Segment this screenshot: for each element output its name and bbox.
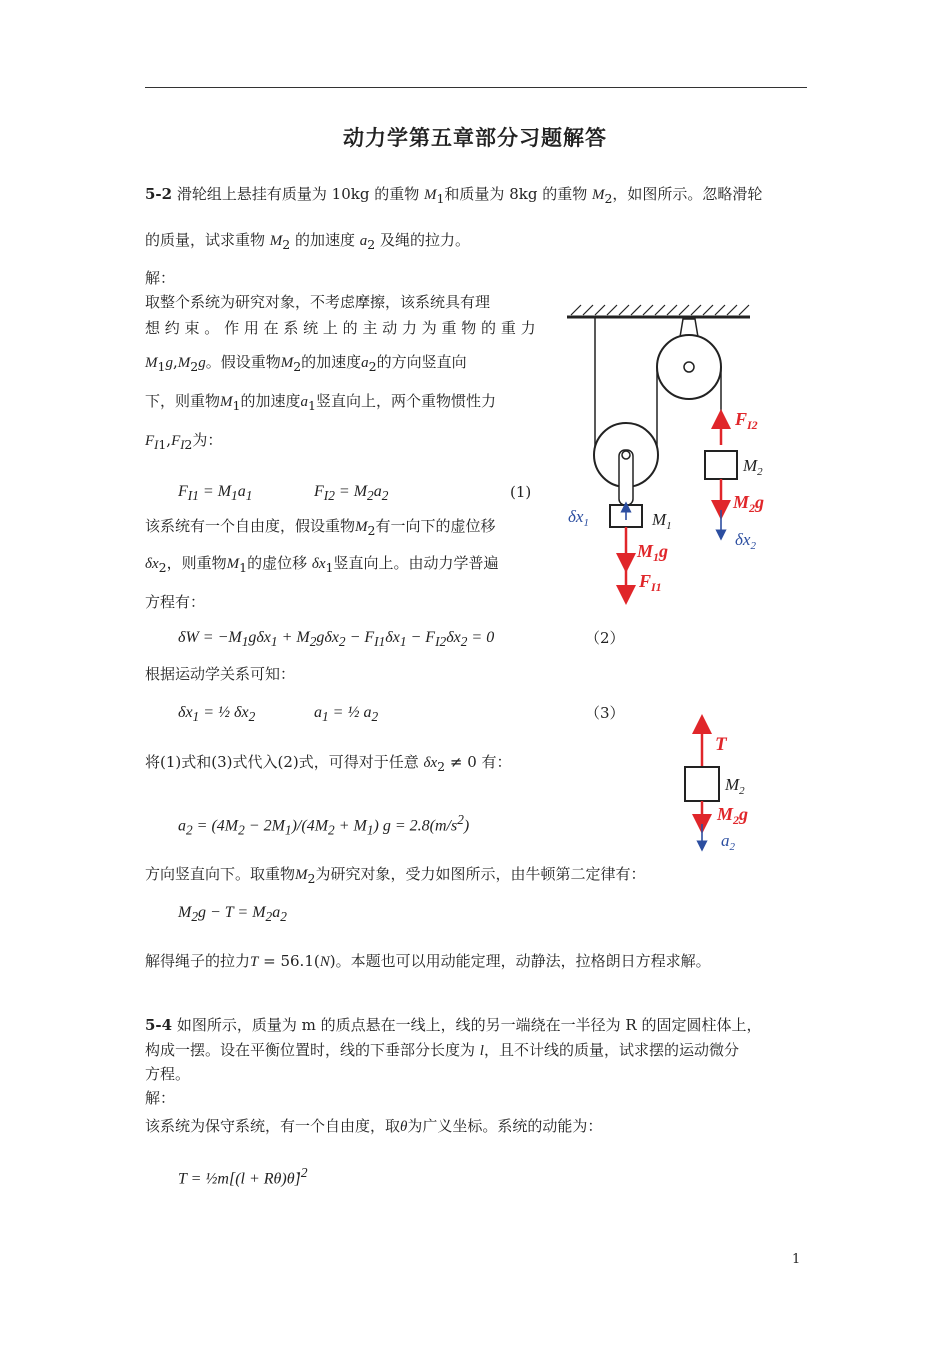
label-m2: $M_2$	[725, 775, 745, 797]
equation-3a: $\delta x_1$ = ½ $\delta x_2$	[178, 704, 256, 725]
text-line: 取整个系统为研究对象，不考虑摩擦，该系统具有理	[145, 293, 491, 311]
label-m2g: $M_2g$	[717, 804, 749, 827]
equation-2: $\delta W = -M_1g\delta x_1 + M_2g\delta x_2 - F_{I1}\delta x_1 - F_{I2}\delta x_2 = 0$	[178, 629, 495, 650]
equation-4: $a_2 = (4M_2 - 2M_1)/(4M_2 + M_1) g = 2.8(m/s^2)$	[178, 812, 470, 838]
problem-5-4-statement-line3: 方程。	[145, 1065, 191, 1083]
equation-2-number: （2）	[585, 629, 625, 647]
free-body-diagram-m2	[665, 712, 775, 862]
problem-label: 5-2	[145, 185, 173, 203]
text-line: 将(1)式和(3)式代入(2)式，可得对于任意 $\delta x_2 \ne 0$ 有：	[145, 753, 512, 774]
label-m2: $M_2$	[743, 456, 763, 478]
label-dx2: $\delta x_2$	[735, 530, 756, 552]
problem-5-2-statement-line2: 的质量，试求重物 $M_2$ 的加速度 $a_2$ 及绳的拉力。	[145, 231, 471, 252]
label-m2g: $M_2g$	[733, 492, 765, 515]
text-line: 方程有：	[145, 593, 206, 611]
label-fi1: $F_{I1}$	[639, 571, 662, 594]
text-line: 下，则重物$M_1$的加速度$a_1$竖直向上，两个重物惯性力	[145, 392, 496, 413]
label-fi2: $F_{I2}$	[735, 409, 758, 432]
problem-5-4-statement-line1: 5-4 如图所示，质量为 m 的质点悬在一线上，线的另一端绕在一半径为 R 的固定圆柱体上，	[145, 1016, 762, 1034]
ceiling-support	[567, 305, 750, 317]
text-line: 解得绳子的拉力T = 56.1(N)。本题也可以用动能定理，动静法，拉格朗日方程求解。	[145, 952, 711, 970]
text-line: 方向竖直向下。取重物$M_2$为研究对象，受力如图所示，由牛顿第二定律有：	[145, 865, 646, 886]
text-line: $\delta x_2$，则重物$M_1$的虚位移 $\delta x_1$竖直向上。由动力学普遍	[145, 554, 499, 575]
pulley-diagram	[555, 295, 795, 615]
equation-1b: $F_{I2} = M_2a_2$	[314, 483, 389, 504]
equation-3b: $a_1$ = ½ $a_2$	[314, 704, 379, 725]
fixed-pulley	[657, 319, 721, 399]
label-m1g: $M_1g$	[637, 541, 669, 564]
solution-label: 解：	[145, 1089, 176, 1107]
equation-1-number: (1)	[510, 483, 532, 501]
equation-3-number: （3）	[585, 704, 625, 722]
equation-5: $M_2g - T = M_2a_2$	[178, 904, 287, 925]
problem-5-2-statement-line1: 5-2 滑轮组上悬挂有质量为 10kg 的重物 $M_1$和质量为 8kg 的重物 $M_2$，如图所示。忽略滑轮	[145, 185, 763, 206]
text-line: 该系统有一个自由度，假设重物$M_2$有一向下的虚位移	[145, 517, 496, 538]
solution-label: 解：	[145, 269, 176, 287]
text-line: 该系统为保守系统，有一个自由度，取θ为广义坐标。系统的动能为：	[145, 1117, 603, 1135]
problem-5-4-statement-line2: 构成一摆。设在平衡位置时，线的下垂部分长度为 l，且不计线的质量，试求摆的运动微分	[145, 1041, 739, 1059]
text-line: $M_1g,M_2g$。假设重物$M_2$的加速度$a_2$的方向竖直向	[145, 353, 467, 374]
mass-m2-block	[705, 451, 737, 479]
label-m1: $M_1$	[652, 510, 672, 532]
label-a2: $a_2$	[721, 831, 735, 853]
label-t: T	[715, 734, 727, 755]
text-line: $F_{I1},F_{I2}$为：	[145, 431, 223, 452]
mass-m2-block	[685, 767, 719, 801]
text-line: 想 约 束 。 作 用 在 系 统 上 的 主 动 力 为 重 物 的 重 力	[145, 319, 536, 337]
page-number: 1	[792, 1252, 801, 1267]
equation-1a: $F_{I1} = M_1a_1$	[178, 483, 253, 504]
text-line: 根据运动学关系可知：	[145, 665, 296, 683]
label-dx1: $\delta x_1$	[568, 507, 589, 529]
movable-pulley	[594, 423, 658, 505]
equation-kinetic-energy: T = ½m[(l + Rθ)θ̇]$^2$	[178, 1165, 308, 1188]
page-title: 动力学第五章部分习题解答	[343, 126, 607, 150]
header-rule	[145, 87, 807, 88]
problem-label: 5-4	[145, 1016, 173, 1034]
